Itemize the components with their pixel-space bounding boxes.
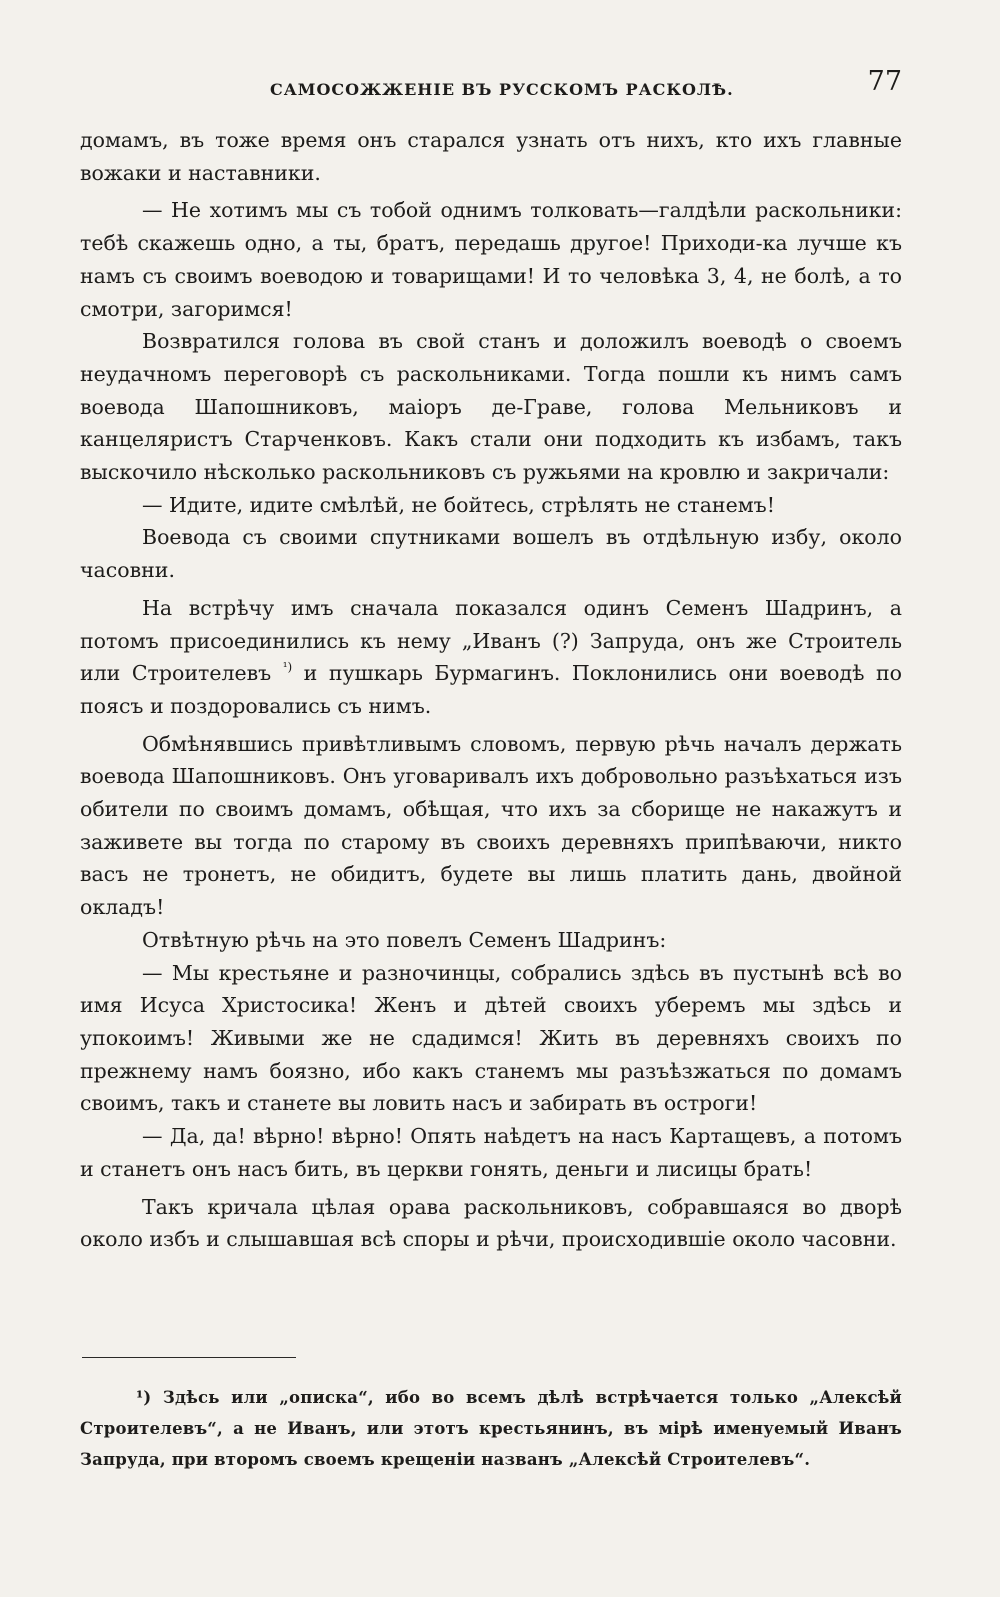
- paragraph: — Не хотимъ мы съ тобой однимъ толковать—галдѣли раскольники: тебѣ скажешь одно, а ты, братъ, передашь другое! Приходи-ка лучше къ намъ съ своимъ воеводою и товарищами! И то человѣка 3, 4, не болѣ, а то смотри, загоримся!: [80, 198, 902, 321]
- paragraph: — Идите, идите смѣлѣй, не бойтесь, стрѣлять не станемъ!: [142, 492, 775, 517]
- paragraph: [80, 592, 902, 723]
- running-title: САМОСОЖЖЕНІЕ ВЪ РУССКОМЪ РАСКОЛѢ.: [270, 80, 734, 99]
- paragraph: Такъ кричала цѣлая орава раскольниковъ, собравшаяся во дворѣ около избъ и слышавшая всѣ споры и рѣчи, происходившіе около часовни.: [80, 1194, 902, 1252]
- paragraph: Возвратился голова въ свой станъ и доложилъ воеводѣ о своемъ неудачномъ переговорѣ съ раскольниками. Тогда пошли къ нимъ самъ воевода Шапошниковъ, маіоръ де-Граве, голова Мельниковъ и канцеляристъ Старченковъ. Какъ стали они подходить къ избамъ, такъ выскочило нѣсколько раскольниковъ съ ружьями на кровлю и закричали:: [80, 329, 902, 485]
- main-text: [80, 124, 902, 1256]
- paragraph: — Мы крестьяне и разночинцы, собрались здѣсь въ пустынѣ всѣ во имя Исуса Христосика! Женъ и дѣтей своихъ уберемъ мы здѣсь и упокоимъ! Живыми же не сдадимся! Жить въ деревняхъ своихъ по прежнему намъ боязно, ибо какъ станемъ мы разъѣзжаться по домамъ своимъ, такъ и станете вы ловить насъ и забирать въ остроги!: [80, 960, 902, 1116]
- running-header: [80, 66, 902, 104]
- paragraph: Воевода съ своими спутниками вошелъ въ отдѣльную избу, около часовни.: [80, 525, 902, 583]
- footnote: [80, 1382, 902, 1475]
- footnote-text: ¹) Здѣсь или „описка“, ибо во всемъ дѣлѣ встрѣчается только „Алексѣй Строителевъ“, а не Иванъ, или этотъ крестьянинъ, въ мірѣ именуемый Иванъ Запруда, при второмъ своемъ крещеніи названъ „Алексѣй Строителевъ“.: [80, 1388, 902, 1469]
- page-number: 77: [867, 66, 902, 97]
- footnote-reference[interactable]: ¹): [282, 660, 293, 675]
- paragraph-text: и пушкарь Бурмагинъ. Поклонились они воеводѣ по поясъ и поздоровались съ нимъ.: [80, 661, 902, 718]
- paragraph: домамъ, въ тоже время онъ старался узнать отъ нихъ, кто ихъ главные вожаки и наставники.: [80, 128, 902, 185]
- paragraph: Обмѣнявшись привѣтливымъ словомъ, первую рѣчь началъ держать воевода Шапошниковъ. Онъ уговаривалъ ихъ добровольно разъѣхаться изъ обители по своимъ домамъ, обѣщая, что ихъ за сборище не накажутъ и заживете вы тогда по старому въ своихъ деревняхъ припѣваючи, никто васъ не тронетъ, не обидитъ, будете вы лишь платить дань, двойной окладъ!: [80, 731, 902, 920]
- footnote-divider: [82, 1357, 296, 1358]
- paragraph: Отвѣтную рѣчь на это повелъ Семенъ Шадринъ:: [142, 927, 667, 952]
- paragraph-text: На встрѣчу имъ сначала показался одинъ Семенъ Шадринъ, а потомъ присоединились къ нему „Иванъ (?) Запруда, онъ же Строитель или Строителевъ: [80, 595, 902, 686]
- paragraph: — Да, да! вѣрно! вѣрно! Опять наѣдетъ на насъ Картащевъ, а потомъ и станетъ онъ насъ бить, въ церкви гонять, деньги и лисицы брать!: [80, 1124, 902, 1181]
